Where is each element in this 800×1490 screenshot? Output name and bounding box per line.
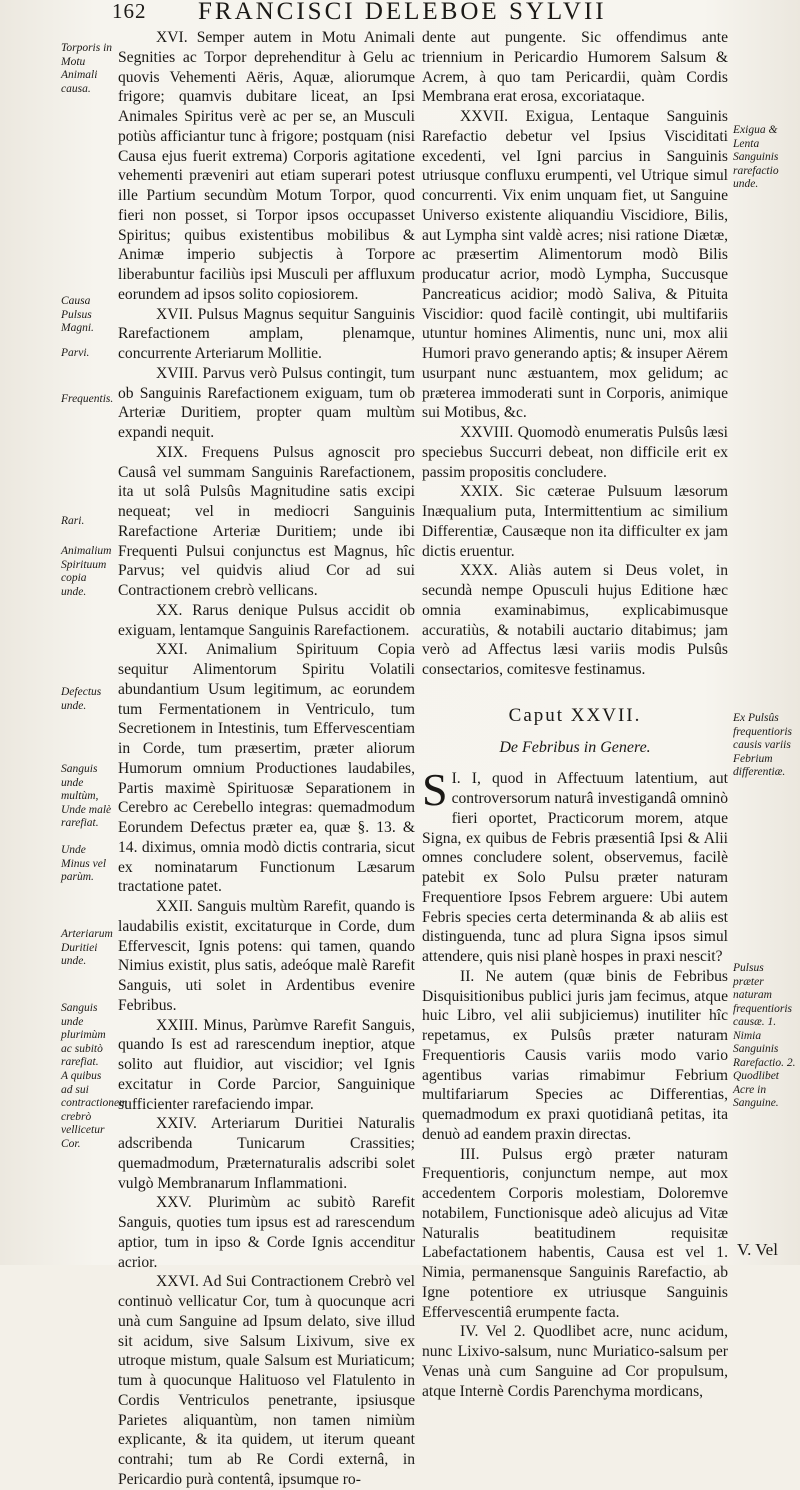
margin-note-a-quibus: A quibus ad sui contractionem crebrò vellicetur Cor. — [61, 1070, 128, 1150]
paragraph-continuation: dente aut pungente. Sic offendimus ante triennium in Pericardio Humorem Salsum & Acrem, à quo tam Pericardii, quàm Cordis Membrana erat erosa, excoriataque. — [422, 29, 728, 106]
margin-note-frequentis: Frequentis. — [61, 393, 114, 405]
paragraph-xxiii: XXIII. Minus, Parùmve Rarefit Sanguis, quando Is est ad rarescendum ineptior, atque solito aut fluidior, aut viscidior; vel Ignis excitatur in Corde Parcior, Sanguinique sufficienter rarefaciendo impar. — [118, 1016, 415, 1113]
margin-note-rari: Rari. — [61, 515, 85, 527]
paragraph-xxx: XXX. Aliàs autem si Deus volet, in secundà nempe Opusculi hujus Editione hæc omnia examinabimus, explicabimusque accuratiùs, & notabili auctario ditabimus; jam verò ad Affectus læsi variis modis Pulsûs consectarios, comitesve festinamus. — [422, 562, 728, 678]
paragraph-xxix: XXIX. Sic cæterae Pulsuum læsorum Inæqualium puta, Intermittentium ac similium Differentiæ, Causæque non ita difficulter ex jam dictis eruentur. — [422, 483, 728, 560]
margin-note-unde-minus: Unde Minus vel parùm. — [61, 844, 107, 883]
margin-note-plurimum: Sanguis unde plurimùm ac subitò rarefiat. — [61, 1002, 106, 1068]
paragraph-iv: IV. Vel 2. Quodlibet acre, nunc acidum, nunc Lixivo-salsum, nunc Muriatico-salsum per Venas unà cum Sanguine ad Cor propulsum, atque Internè Cordis Parenchyma mordicans, — [422, 1323, 728, 1400]
margin-note-exigua: Exigua & Lenta Sanguinis rarefactio unde. — [733, 124, 779, 190]
paragraph-xvii: XVII. Pulsus Magnus sequitur Sanguinis Rarefactionem amplam, plenamque, concurrente Arteriarum Mollitie. — [118, 305, 415, 362]
paragraph-i — [422, 764, 728, 967]
paragraph-iii: III. Pulsus ergò præter naturam Frequentioris, conjunctum nempe, aut mox accedentem Corporis molestiam, Doloremve notabilem, Functionisque adeò alicujus ad Vitæ Naturalis beatitudinem requisitæ Labefactationem habentis, Causa est vel 1. Nimia, permanensque Sanguinis Rarefactio, ab Igne potentiore ex utriusque Sanguinis Effervescentiâ erumpente facta. — [422, 1145, 728, 1321]
paragraph-i-text: I, quod in Affectuum latentium, aut controversorum naturâ investigandâ omninò fieri oportet, Practicorum morem, atque Signa, ex quibus de Febris præsentiâ Ipsi & Alii omnes concludere solent, observemus, facilè patebit ex Solo Pulsu præter naturam Frequentiore Ipsos Febrem arguere: Ubi autem Febris species certa determinanda & ab aliis est distinguenda, tunc ad plura Signa ipsos simul attendere, quis nisi planè hospes in praxi nescit? — [422, 770, 728, 965]
paragraph-xxvii: XXVII. Exigua, Lentaque Sanguinis Rarefactio debetur vel Ipsius Visciditati excedenti, vel Igni parcius in Sanguinis utriusque confluxu erumpenti, vel Utrique simul concurrenti. Vix enim unquam fiet, ut Sanguine Universo existente aliquandiu Viscidiore, Bilis, aut Lympha sint valdè acres; nisi ratione Diætæ, ac præsertim Alimentorum modò Bilis producatur acrior, modò Lympha, Succusque Pancreaticus acidior; modò Saliva, & Pituita Viscidior: quod facilè contingit, ubi multifariis utuntur homines Alimentis, nunc uni, mox alii Humori pravo generando aptis; & insuper Aërem usurpant nunc æstuantem, mox gelidum; ac præterea immoderati sunt in Corporis, animique sui Motibus, &c. — [422, 108, 728, 422]
margin-note-arteriarum: Arteriarum Duritiei unde. — [61, 928, 113, 967]
paragraph-i-number: I. — [451, 770, 461, 788]
left-text-column — [118, 28, 415, 1490]
page-number: 162 — [112, 0, 147, 23]
margin-note-pulsus-praeter: Pulsus præter naturam frequentioris causæ. 1. Nimia Sanguinis Rarefactio. 2. Quodlibet Acre in Sanguine. — [733, 962, 796, 1109]
paragraph-xxiv: XXIV. Arteriarum Duritiei Naturalis adscribenda Tunicarum Crassities; quemadmodum, Præternaturalis adscribi solet vulgò Membranarum Inflammationi. — [118, 1115, 415, 1192]
paragraph-xxi: XXI. Animalium Spirituum Copia sequitur Alimentorum Spiritu Volatili abundantium Usum legitimum, ac eorundem tum Fermentationem in Ventriculo, tum Secretionem in Intestinis, tum Effervescentiam in Corde, tum præsertim, præter aliorum Humorum omnium Productiones laudabiles, Partis maximè Spirituosæ Separationem in Cerebro ac Cerebello integras: quemadmodum Eorundem Defectus præter ea, quæ §. 13. & 14. diximus, omnia modò dictis contraria, sicut ex nominatarum Functionum Læsarum tractatione patet. — [118, 641, 415, 896]
chapter-subtitle: De Febribus in Genere. — [499, 738, 651, 756]
page-header — [0, 0, 800, 30]
paragraph-xxvi: XXVI. Ad Sui Contractionem Crebrò vel continuò vellicatur Cor, tum à quocunque acri unà cum Sanguine ad Ipsum delato, sive illud sit acidum, sive Salsum Lixivum, sive ex utroque mistum, quale Salsum est Muriaticum; tum à quocunque Halituoso vel Flatulento in Cordis Ventriculos penetrante, ipsiusque Parietes aliquantùm, non tamen nimiùm explicante, & ita quidem, ut iterum queant contrahi; tum ab Re Cordi externâ, in Pericardio purà contentâ, ipsumque ro- — [118, 1273, 415, 1488]
margin-note-defectus: Defectus unde. — [61, 686, 102, 712]
paragraph-xix: XIX. Frequens Pulsus agnoscit pro Causâ vel summam Sanguinis Rarefactionem, ita ut solâ Pulsûs Magnitudine satis excipi nequeat; vel in mediocri Sanguinis Rarefactione Arteriæ Duritiem; unde ibi Frequenti Pulsui conjunctus est Magnus, hîc Parvus; vel quidvis aliud Cor ad sui Contractionem crebrò vellicans. — [118, 443, 415, 599]
margin-note-torporis: Torporis in Motu Animali causa. — [61, 42, 113, 95]
paragraph-xxv: XXV. Plurimùm ac subitò Rarefit Sanguis, quoties tum ipsus est ad rarescendum aptior, tum in ipso & Corde Ignis accenditur acrior. — [118, 1194, 415, 1271]
margin-note-sanguis-multum: Sanguis unde multùm, Unde malè rarefiat. — [61, 763, 112, 829]
catchword: V. Vel — [737, 1240, 778, 1259]
right-text-column — [422, 28, 728, 1401]
paragraph-ii: II. Ne autem (quæ binis de Febribus Disquisitionibus publici juris jam fecimus, atque huic Libro, vel alii subjiciemus) inutiliter hîc repetamus, ex Pulsûs præter naturam Frequentioris Causis variis modo vario agentibus varias rimabimur Febrium multifariarum Species ac Differentias, quemadmodum ex praxi quotidianâ petitas, ita denuò ad eandem praxin directas. — [422, 967, 728, 1143]
running-title: FRANCISCI DELEBOE SYLVII — [198, 0, 607, 25]
margin-note-animalium: Animalium Spirituum copia unde. — [61, 545, 112, 598]
paragraph-xxviii: XXVIII. Quomodò enumeratis Pulsûs læsi speciebus Succurri debeat, non difficile erit ex passim propositis concludere. — [422, 424, 728, 481]
margin-note-magni: Causa Pulsus Magni. — [61, 295, 94, 334]
margin-note-ex-pulsus: Ex Pulsûs frequentioris causis variis Febrium differentiæ. — [733, 712, 792, 778]
paragraph-xviii: XVIII. Parvus verò Pulsus contingit, tum ob Sanguinis Rarefactionem exiguam, tum ob Arteriæ Duritiem, propter quam multùm expandi nequit. — [118, 364, 415, 441]
paragraph-xvi: XVI. Semper autem in Motu Animali Segnities ac Torpor deprehenditur à Gelu ac quovis Vehementi Aëris, Aquæ, aliorumque frigore; quamvis dubitare liceat, an Ipsi Animales Spiritus verè ac per se, an Musculi potiùs afficiantur tunc à frigore; postquam (nisi Causa ejus fuerit extrema) Corporis agitatione vehementi præveniri aut etiam superari potest ille Partium secundùm Motum Torpor, quod fieri non posset, si Torpor ipsos occupasset Spiritus; quibus existentibus mobilibus & Animæ imperio subjectis à Torpore liberabuntur faciliùs ipsi Musculi per affluxum eorundem ad ipsos solito copiosiorem. — [118, 29, 415, 303]
chapter-title: Caput XXVII. — [508, 704, 642, 726]
drop-cap-initial: S — [422, 764, 448, 816]
paragraph-xx: XX. Rarus denique Pulsus accidit ob exiguam, lentamque Sanguinis Rarefactionem. — [118, 601, 415, 639]
margin-note-parvi: Parvi. — [61, 347, 90, 359]
paragraph-xxii: XXII. Sanguis multùm Rarefit, quando is laudabilis existit, excitaturque in Corde, dum Effervescit, Ignis potens: qui tamen, quando Nimius existit, plus satis, adeóque malè Rarefit Sanguis, uti solet in Ardentibus evenire Febribus. — [118, 898, 415, 1014]
